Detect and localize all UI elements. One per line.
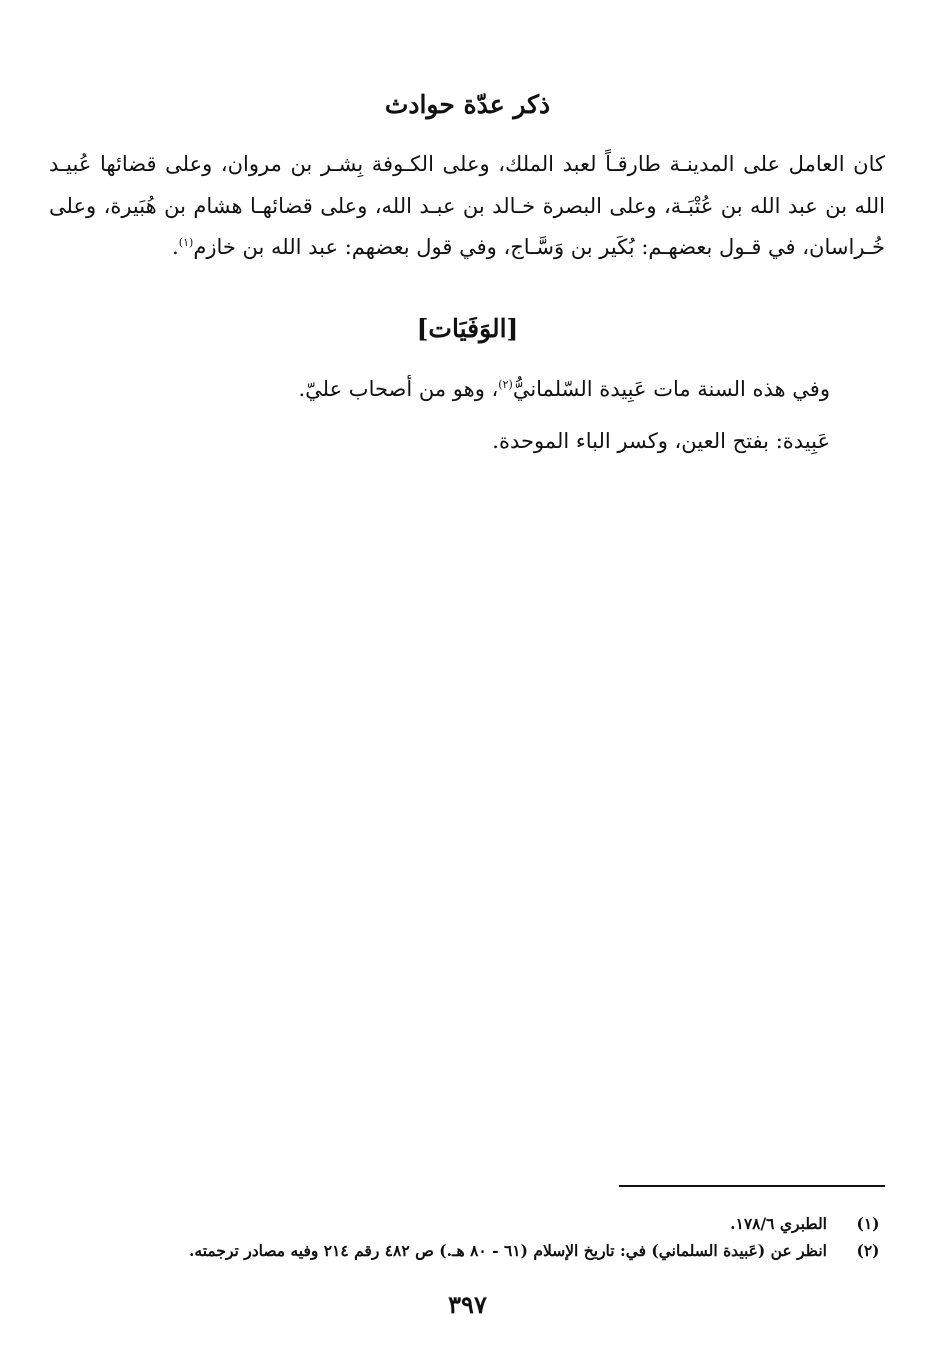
death-text: وفي هذه السنة مات عَبِيدة السّلمانيُّ xyxy=(512,377,830,401)
footnote-text: انظر عن (عَبيدة السلماني) في: تاريخ الإسلام (٦١ - ٨٠ هـ.) ص ٤٨٢ رقم ٢١٤ وفيه مصادر ترجمته. xyxy=(189,1241,827,1260)
footnote-item xyxy=(47,1210,887,1237)
events-paragraph xyxy=(49,144,885,269)
footnote-number: (١) xyxy=(856,1214,880,1233)
page-number: ٣٩٧ xyxy=(448,1290,487,1319)
events-text-end: . xyxy=(172,235,179,259)
footnote-number: (٢) xyxy=(856,1241,880,1260)
section-title: ذكر عدّة حوادث xyxy=(384,90,551,119)
events-text: كان العامل على المدينـة طارقـاً لعبد الملك، وعلى الكـوفة بِشـر بن مروان، وعلى قضائها عُبيـد الله بن عبد الله بن عُتْبَـة، وعلى البصرة خـالد بن عبـد الله، وعلى قضائهـا هشام بن هُبَيرة، وعلى خُـراسان، في قـول بعضهـم: بُكَير بن وَسَّـاج، وفي قول بعضهم: عبد الله بن خازم xyxy=(49,152,885,259)
name-note-paragraph: عَبِيدة: بفتح العين، وكسر الباء الموحدة. xyxy=(492,429,830,453)
footnotes xyxy=(47,1210,887,1264)
footnote-ref-1: (١) xyxy=(178,236,194,249)
footnote-item xyxy=(47,1237,887,1264)
footnote-text: الطبري ١٧٨/٦. xyxy=(730,1214,827,1233)
death-paragraph xyxy=(49,369,830,410)
death-text-end: ، وهو من أصحاب عليّ. xyxy=(298,377,499,401)
deaths-heading: [الوَفَيَات] xyxy=(416,314,519,343)
footnote-divider xyxy=(619,1185,885,1187)
footnote-ref-2: (٢) xyxy=(498,378,513,391)
